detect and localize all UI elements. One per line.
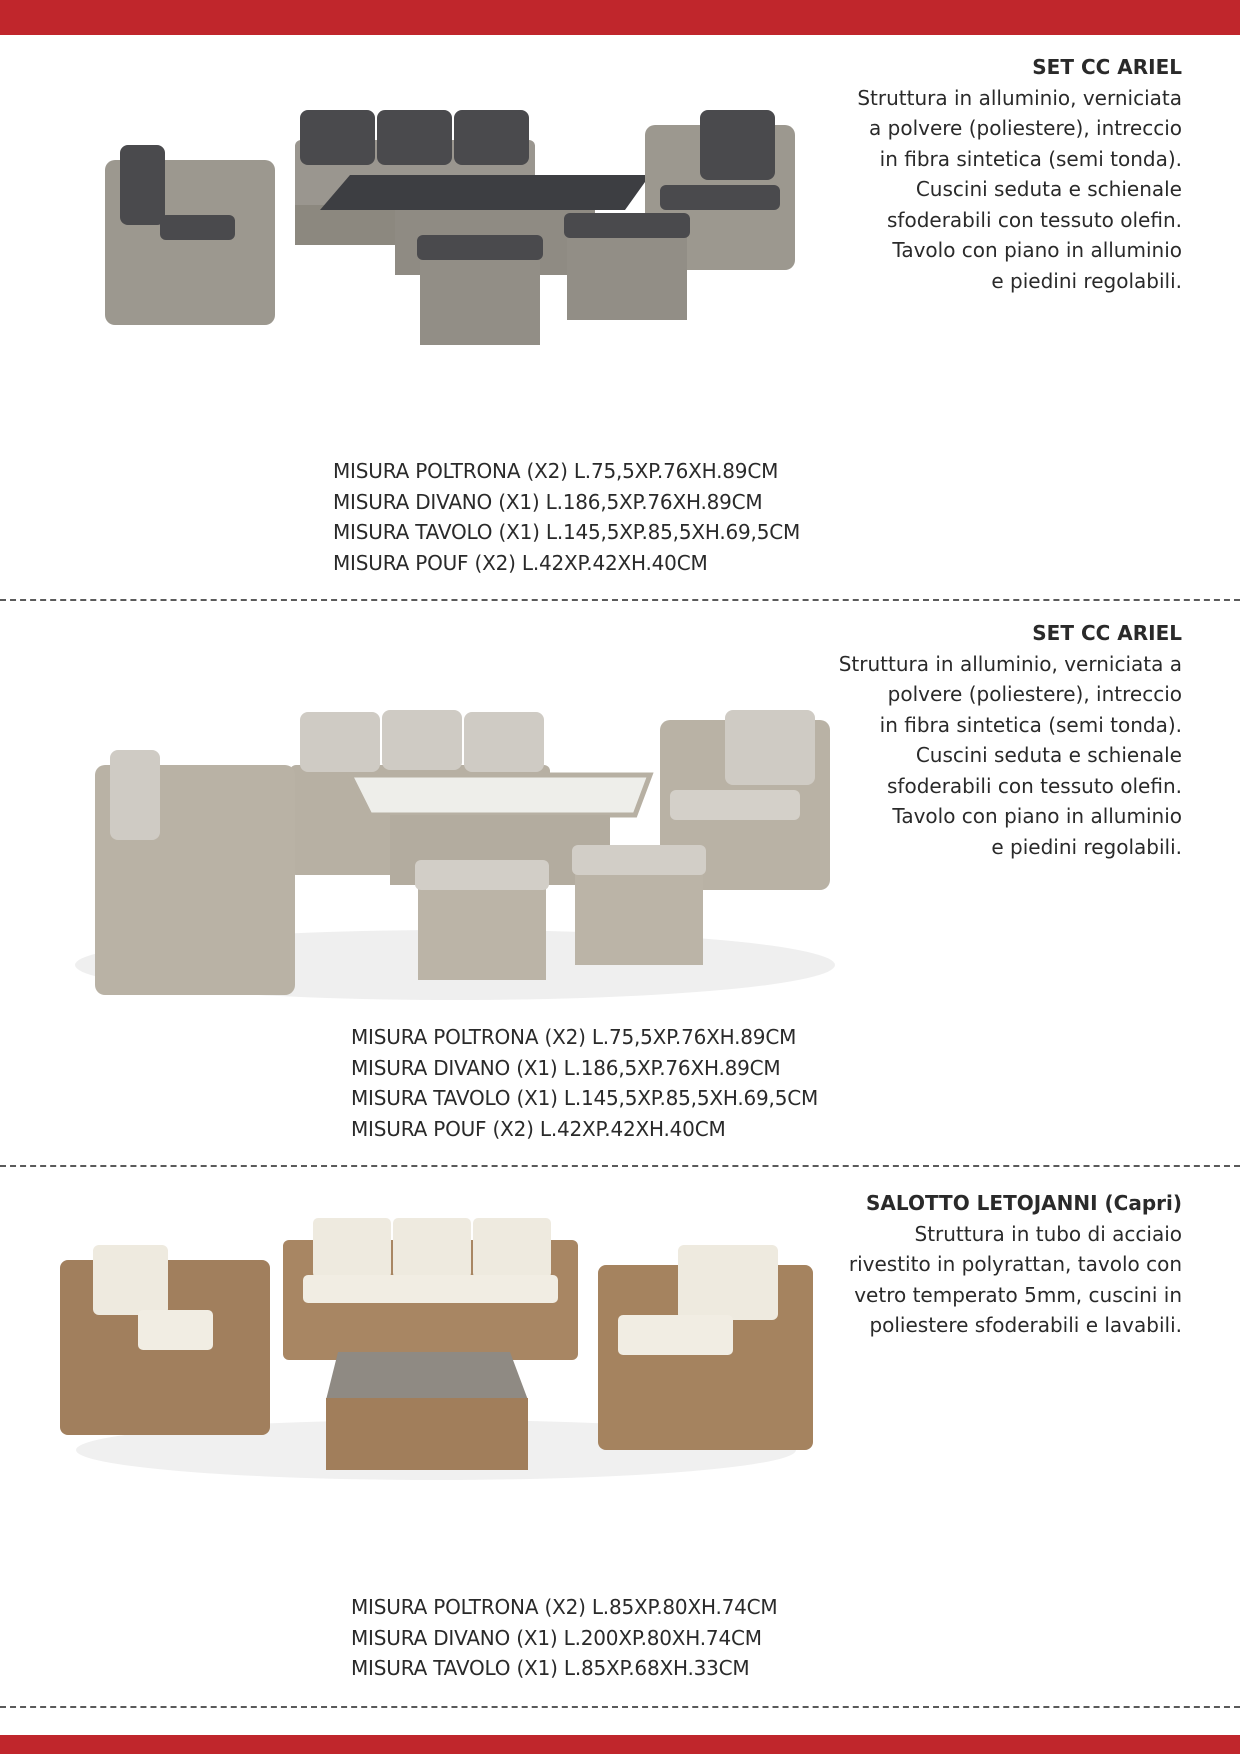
description-line: Cuscini seduta e schienale <box>915 743 1182 767</box>
measure-line: MISURA POLTRONA (X2) L.75,5XP.76XH.89CM <box>333 459 779 483</box>
description-line: Struttura in tubo di acciaio <box>914 1221 1182 1246</box>
description-line: a polvere (poliestere), intreccio <box>869 116 1182 140</box>
product-title: SET CC ARIEL <box>1032 55 1182 79</box>
description-line: rivestito in polyrattan, tavolo con <box>848 1252 1182 1276</box>
measure-line: MISURA TAVOLO (X1) L.85XP.68XH.33CM <box>351 1656 750 1680</box>
description-line: Cuscini seduta e schienale <box>915 177 1182 201</box>
description-line: poliestere sfoderabili e lavabili. <box>869 1313 1182 1337</box>
product-title: SALOTTO LETOJANNI (Capri) <box>866 1191 1182 1215</box>
product-photo <box>58 1210 814 1482</box>
bottom-accent-bar <box>0 1735 1240 1754</box>
description-line: Tavolo con piano in alluminio <box>892 238 1182 262</box>
description-line: sfoderabili con tessuto olefin. <box>887 207 1182 232</box>
measure-line: MISURA POUF (X2) L.42XP.42XH.40CM <box>333 550 708 575</box>
description-line: e piedini regolabili. <box>991 834 1182 859</box>
measure-line: MISURA POUF (X2) L.42XP.42XH.40CM <box>351 1116 726 1141</box>
description-line: Tavolo con piano in alluminio <box>892 804 1182 828</box>
measure-line: MISURA TAVOLO (X1) L.145,5XP.85,5XH.69,5CM <box>333 520 801 544</box>
description-line: polvere (poliestere), intreccio <box>887 682 1182 706</box>
description-line: vetro temperato 5mm, cuscini in <box>854 1282 1182 1307</box>
measure-line: MISURA DIVANO (X1) L.186,5XP.76XH.89CM <box>351 1055 781 1080</box>
description-line: e piedini regolabili. <box>991 268 1182 293</box>
product-title: SET CC ARIEL <box>1032 621 1182 645</box>
measure-line: MISURA POLTRONA (X2) L.85XP.80XH.74CM <box>351 1595 778 1619</box>
product-measures <box>351 1592 777 1684</box>
description-line: in fibra sintetica (semi tonda). <box>879 146 1182 171</box>
description-line: in fibra sintetica (semi tonda). <box>879 712 1182 737</box>
description-line: sfoderabili con tessuto olefin. <box>887 773 1182 798</box>
measure-line: MISURA DIVANO (X1) L.186,5XP.76XH.89CM <box>333 489 763 514</box>
measure-line: MISURA TAVOLO (X1) L.145,5XP.85,5XH.69,5CM <box>351 1086 819 1110</box>
measure-line: MISURA POLTRONA (X2) L.75,5XP.76XH.89CM <box>351 1025 797 1049</box>
description-line: Struttura in alluminio, verniciata <box>857 85 1182 110</box>
description-line: Struttura in alluminio, verniciata a <box>838 651 1182 676</box>
measure-line: MISURA DIVANO (X1) L.200XP.80XH.74CM <box>351 1625 762 1650</box>
product-description <box>802 1188 1182 1341</box>
section-separator <box>0 1706 1240 1708</box>
